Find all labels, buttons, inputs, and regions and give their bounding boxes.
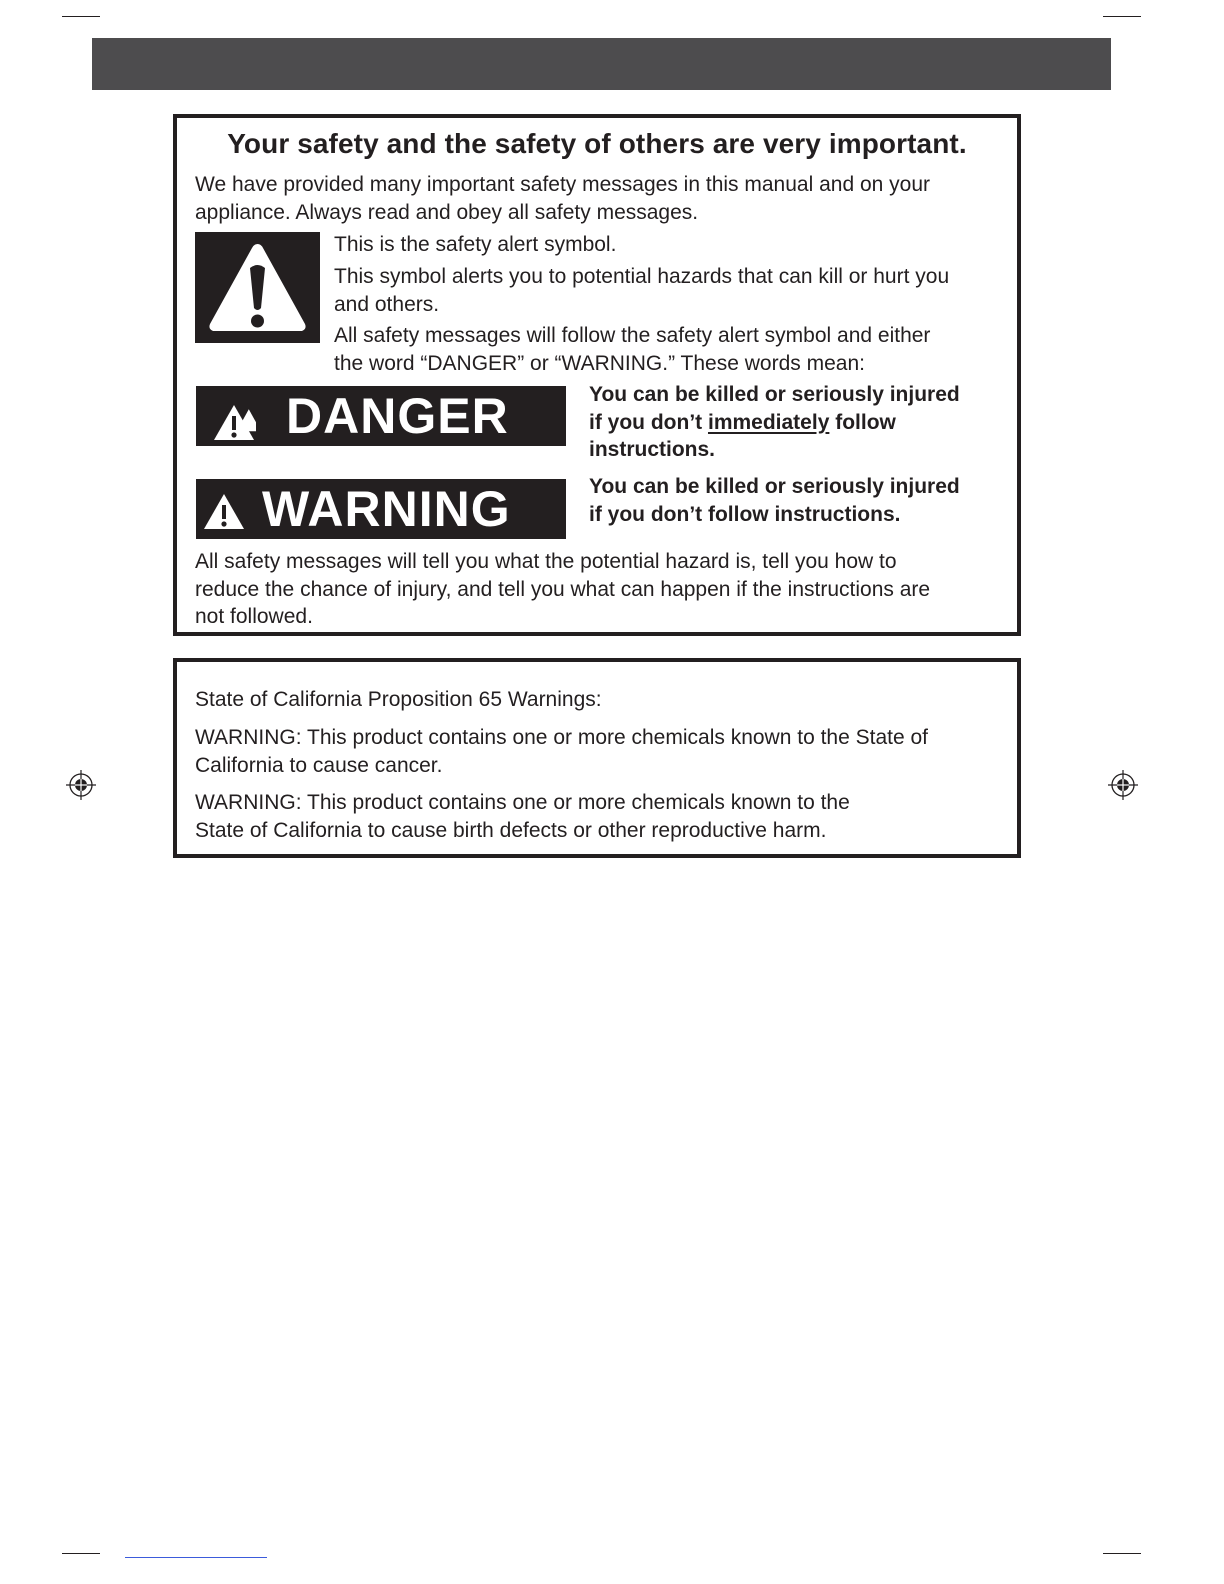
safety-intro-line-2: appliance. Always read and obey all safety messages. — [195, 200, 699, 224]
registration-target-icon — [66, 770, 96, 800]
crop-mark-top-right — [1103, 16, 1141, 17]
danger-description-line-2-end: follow — [829, 410, 896, 434]
safety-intro-line-1: We have provided many important safety messages in this manual and on your — [195, 173, 930, 196]
danger-signal-label — [196, 386, 566, 446]
danger-emphasis-word: immediately — [707, 410, 830, 434]
prop65-warning-reproductive — [195, 789, 850, 844]
symbol-text: This is the safety alert symbol. — [334, 233, 617, 256]
warning-word: WARNING — [262, 481, 511, 537]
danger-description — [589, 381, 960, 464]
safety-title: Your safety and the safety of others are very important. — [227, 128, 967, 159]
warning-signal-label — [196, 479, 566, 539]
danger-description-line-3: instructions. — [589, 438, 716, 461]
prop65-warning-cancer-line-2: California to cause cancer. — [195, 753, 443, 777]
registration-target-icon — [1108, 770, 1138, 800]
follow-text-line-2: the word “DANGER” or “WARNING.” These words mean: — [334, 351, 865, 375]
footer-slug-line — [125, 1557, 267, 1558]
symbol-description-line-1: This symbol alerts you to potential hazards that can kill or hurt you — [334, 265, 950, 288]
symbol-description-line-2: and others. — [334, 292, 440, 316]
warning-alert-icon — [196, 479, 256, 539]
safety-intro — [195, 171, 930, 226]
safety-box — [173, 114, 1021, 636]
danger-description-line-1: You can be killed or seriously injured — [589, 383, 960, 406]
prop65-warning-reproductive-line-2: State of California to cause birth defects or other reproductive harm. — [195, 818, 827, 842]
warning-description — [589, 473, 960, 528]
warning-description-line-1: You can be killed or seriously injured — [589, 475, 960, 498]
danger-word: DANGER — [286, 388, 509, 444]
closing-text-line-2: reduce the chance of injury, and tell you what can happen if the instructions are — [195, 577, 931, 601]
crop-mark-bottom-right — [1103, 1553, 1141, 1554]
crop-mark-top-left — [62, 16, 100, 17]
prop65-box — [173, 658, 1021, 858]
warning-triangle-icon — [195, 232, 320, 343]
prop65-warning-reproductive-line-1: WARNING: This product contains one or more chemicals known to the — [195, 791, 850, 814]
follow-text — [334, 322, 930, 377]
prop65-warning-cancer-line-1: WARNING: This product contains one or more chemicals known to the State of — [195, 726, 928, 749]
symbol-description — [334, 263, 949, 318]
closing-text-line-3: not followed. — [195, 605, 313, 628]
crop-mark-bottom-left — [62, 1553, 100, 1554]
danger-alert-icon — [196, 386, 256, 446]
danger-description-line-2-start: if you don’t — [589, 410, 708, 434]
prop65-heading: State of California Proposition 65 Warnings: — [195, 688, 602, 711]
closing-text — [195, 548, 930, 631]
follow-text-line-1: All safety messages will follow the safety alert symbol and either — [334, 324, 931, 347]
prop65-warning-cancer — [195, 724, 928, 779]
closing-text-line-1: All safety messages will tell you what the potential hazard is, tell you how to — [195, 550, 897, 573]
warning-description-line-2: if you don’t follow instructions. — [589, 502, 901, 526]
header-bar — [92, 38, 1111, 90]
